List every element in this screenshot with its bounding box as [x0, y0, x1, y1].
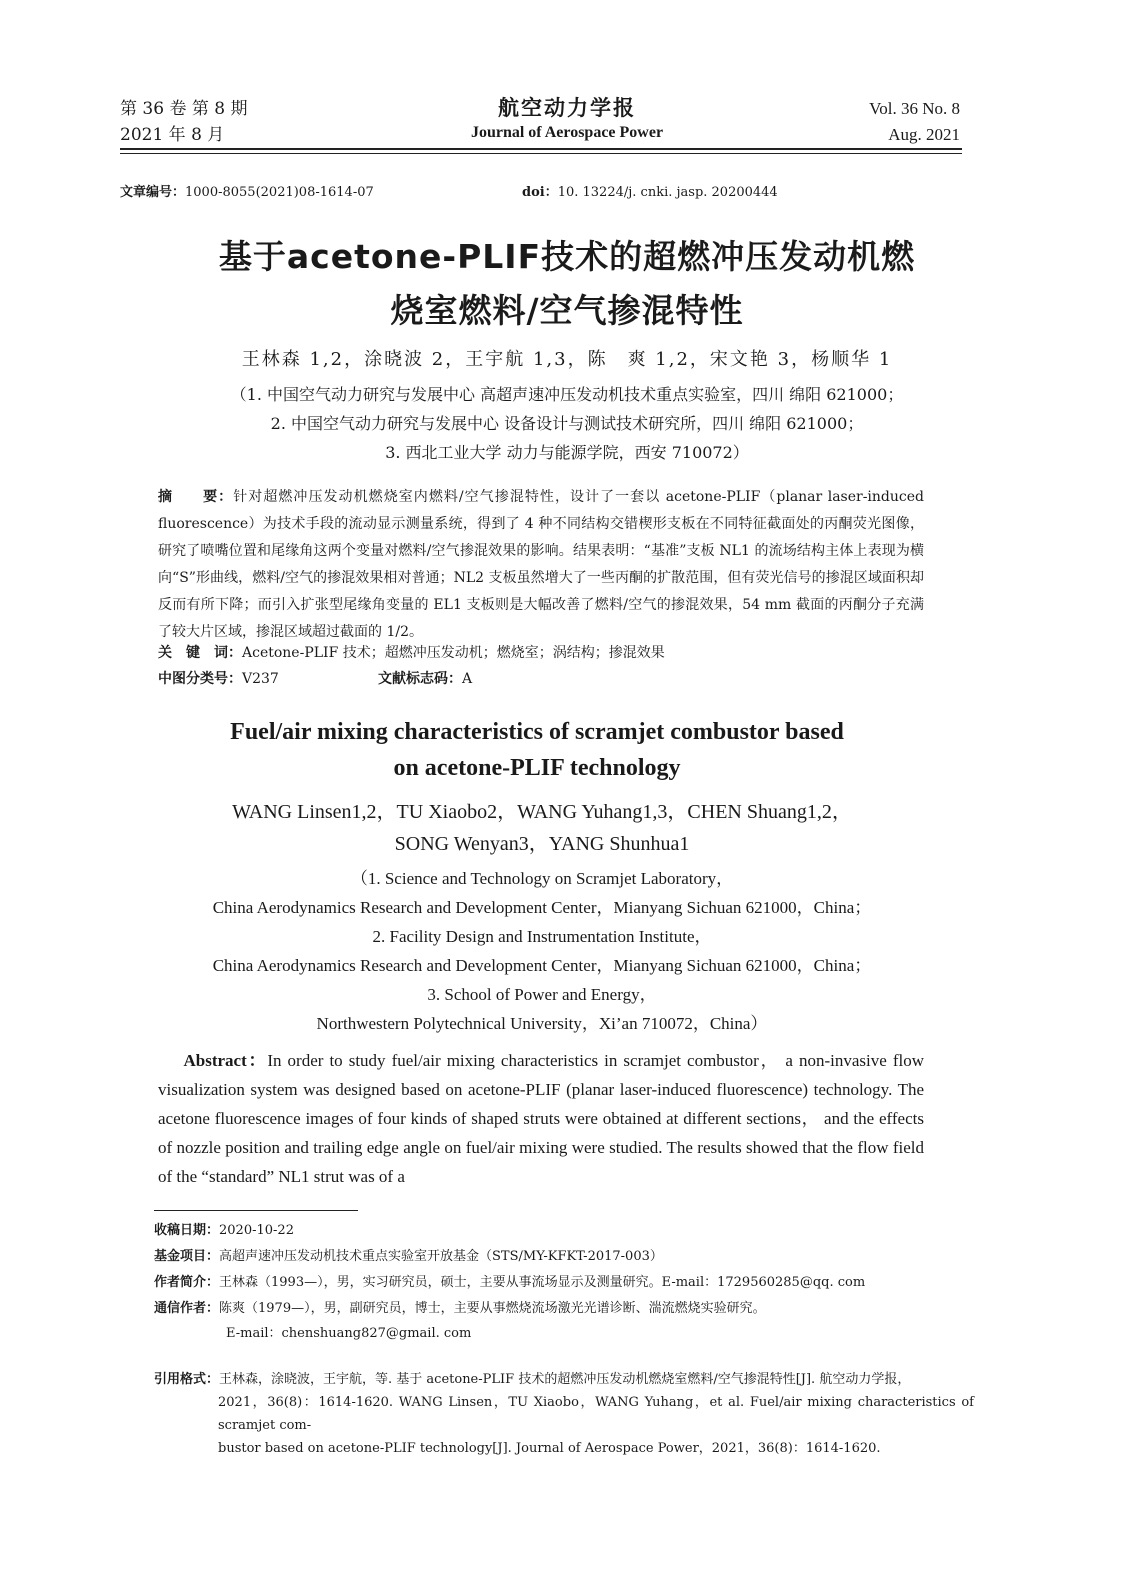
affiliations-cn — [0, 380, 1134, 467]
doi-label: doi： — [522, 185, 558, 200]
volume-issue-cn: 第 36 卷 第 8 期 — [120, 99, 248, 119]
affiliation-en-4: China Aerodynamics Research and Development Center，Mianyang Sichuan 621000，China； — [212, 956, 872, 975]
received-label: 收稿日期： — [154, 1223, 220, 1238]
journal-name-cn: 航空动力学报 — [498, 95, 636, 120]
keywords-cn-text: Acetone-PLIF 技术；超燃冲压发动机；燃烧室；涡结构；掺混效果 — [242, 645, 665, 661]
header-volume-en — [869, 96, 960, 148]
affiliation-en-1: （1. Science and Technology on Scramjet Laboratory， — [350, 869, 734, 888]
abstract-en-label: Abstract： — [183, 1051, 268, 1070]
title-en — [0, 714, 1074, 786]
received-date: 2020-10-22 — [219, 1223, 294, 1238]
footnote-corresponding — [154, 1300, 974, 1318]
affiliation-cn-1: （1. 中国空气动力研究与发展中心 高超声速冲压发动机技术重点实验室，四川 绵阳 621000； — [230, 385, 904, 404]
date-en: Aug. 2021 — [888, 125, 960, 144]
citation — [154, 1368, 974, 1460]
classification-value: V237 — [242, 671, 279, 687]
author-bio-label: 作者简介： — [154, 1275, 220, 1290]
authors-en-line2: SONG Wenyan3，YANG Shunhua1 — [394, 833, 690, 855]
citation-line2: 2021，36(8)：1614-1620. WANG Linsen，TU Xiaobo，WANG Yuhang，et al. Fuel/air mixing characteristics of scramjet com- — [218, 1395, 974, 1433]
document-code-value: A — [462, 671, 473, 687]
article-number — [120, 184, 374, 202]
affiliations-en — [0, 864, 1084, 1038]
footnote-rule — [154, 1210, 358, 1211]
doi-value: 10. 13224/j. cnki. jasp. 20200444 — [557, 185, 778, 200]
abstract-cn-label: 摘 要： — [158, 489, 234, 505]
journal-name-en: Journal of Aerospace Power — [470, 124, 664, 141]
document-code-label: 文献标志码： — [378, 671, 462, 687]
volume-issue-en: Vol. 36 No. 8 — [869, 99, 960, 118]
abstract-cn — [158, 484, 924, 646]
affiliation-en-3: 2. Facility Design and Instrumentation Institute， — [372, 927, 712, 946]
title-cn-line2: 烧室燃料/空气掺混特性 — [390, 291, 744, 330]
footnote-fund — [154, 1248, 974, 1266]
date-cn: 2021 年 8 月 — [120, 125, 225, 145]
abstract-en-text: In order to study fuel/air mixing characteristics in scramjet combustor， a non-invasive flow visualization system was designed based on acetone-PLIF (planar laser-induced fluorescence) technology. The acetone fluorescence images of four kinds of shaped struts were obtained at different sections， and the effects of nozzle position and trailing edge angle on fuel/air mixing were studied. The results showed that the flow field of the “standard” NL1 strut was of a — [158, 1051, 925, 1186]
corresponding-text: 陈爽（1979—），男，副研究员，博士，主要从事燃烧流场激光光谱诊断、湍流燃烧实验研究。 — [219, 1301, 766, 1316]
fund-label: 基金项目： — [154, 1249, 220, 1264]
header-rule-thin — [120, 153, 962, 154]
keywords-cn — [158, 640, 924, 666]
header-rule — [120, 148, 962, 150]
classification — [158, 666, 279, 692]
keywords-cn-label: 关 键 词： — [158, 645, 242, 661]
authors-en — [0, 796, 1084, 860]
affiliation-cn-3: 3. 西北工业大学 动力与能源学院，西安 710072） — [385, 443, 749, 462]
title-en-line1: Fuel/air mixing characteristics of scramjet combustor based — [230, 719, 844, 745]
citation-label: 引用格式： — [154, 1372, 220, 1387]
article-number-value: 1000-8055(2021)08-1614-07 — [185, 185, 374, 200]
authors-cn: 王林森 1,2，涂晓波 2，王宇航 1,3，陈 爽 1,2，宋文艳 3，杨顺华 1 — [241, 349, 893, 370]
affiliation-en-2: China Aerodynamics Research and Development Center，Mianyang Sichuan 621000，China； — [212, 898, 872, 917]
author-bio-text: 王林森（1993—），男，实习研究员，硕士，主要从事流场显示及测量研究。E-mail：1729560285@qq. com — [219, 1275, 866, 1290]
classification-label: 中图分类号： — [158, 671, 242, 687]
journal-name — [0, 94, 1134, 144]
title-cn-line1: 基于acetone-PLIF技术的超燃冲压发动机燃 — [218, 237, 916, 276]
affiliation-en-6: Northwestern Polytechnical University，Xi’an 710072，China） — [316, 1014, 768, 1033]
document-code — [378, 666, 472, 692]
title-cn — [0, 230, 1134, 338]
affiliation-en-5: 3. School of Power and Energy， — [427, 985, 657, 1004]
abstract-cn-text: 针对超燃冲压发动机燃烧室内燃料/空气掺混特性，设计了一套以 acetone-PLIF（planar laser-induced fluorescence）为技术手段的流动显示测量系统，得到了 4 种不同结构交错楔形支板在不同特征截面处的丙酮荧光图像，研究了喷嘴位置和尾缘角这两个变量对燃料/空气掺混效果的影响。结果表明：“基准”支板 NL1 的流场结构主体上表现为横向“S”形曲线，燃料/空气的掺混效果相对普通；NL2 支板虽然增大了一些丙酮的扩散范围，但有荧光信号的掺混区域面积却反而有所下降；而引入扩张型尾缘角变量的 EL1 支板则是大幅改善了燃料/空气的掺混效果，54 mm 截面的丙酮分子充满了较大片区域，掺混区域超过截面的 1/2。 — [158, 489, 924, 640]
article-number-label: 文章编号： — [120, 185, 186, 200]
footnote-received — [154, 1222, 974, 1240]
doi — [522, 184, 778, 202]
title-en-line2: on acetone-PLIF technology — [393, 755, 681, 781]
corresponding-label: 通信作者： — [154, 1301, 220, 1316]
citation-line3: bustor based on acetone-PLIF technology[J]. Journal of Aerospace Power，2021，36(8)：1614-1620. — [218, 1441, 881, 1456]
fund-text: 高超声速冲压发动机技术重点实验室开放基金（STS/MY-KFKT-2017-003） — [219, 1249, 663, 1264]
citation-line1: 王林森，涂晓波，王宇航，等. 基于 acetone-PLIF 技术的超燃冲压发动机燃烧室燃料/空气掺混特性[J]. 航空动力学报， — [219, 1372, 911, 1387]
footnote-author-bio — [154, 1274, 974, 1292]
abstract-en — [158, 1046, 924, 1191]
authors-en-line1: WANG Linsen1,2，TU Xiaobo2，WANG Yuhang1,3，CHEN Shuang1,2， — [232, 801, 852, 823]
corresponding-email: E-mail：chenshuang827@gmail. com — [226, 1326, 472, 1341]
affiliation-cn-2: 2. 中国空气动力研究与发展中心 设备设计与测试技术研究所，四川 绵阳 621000； — [270, 414, 864, 433]
